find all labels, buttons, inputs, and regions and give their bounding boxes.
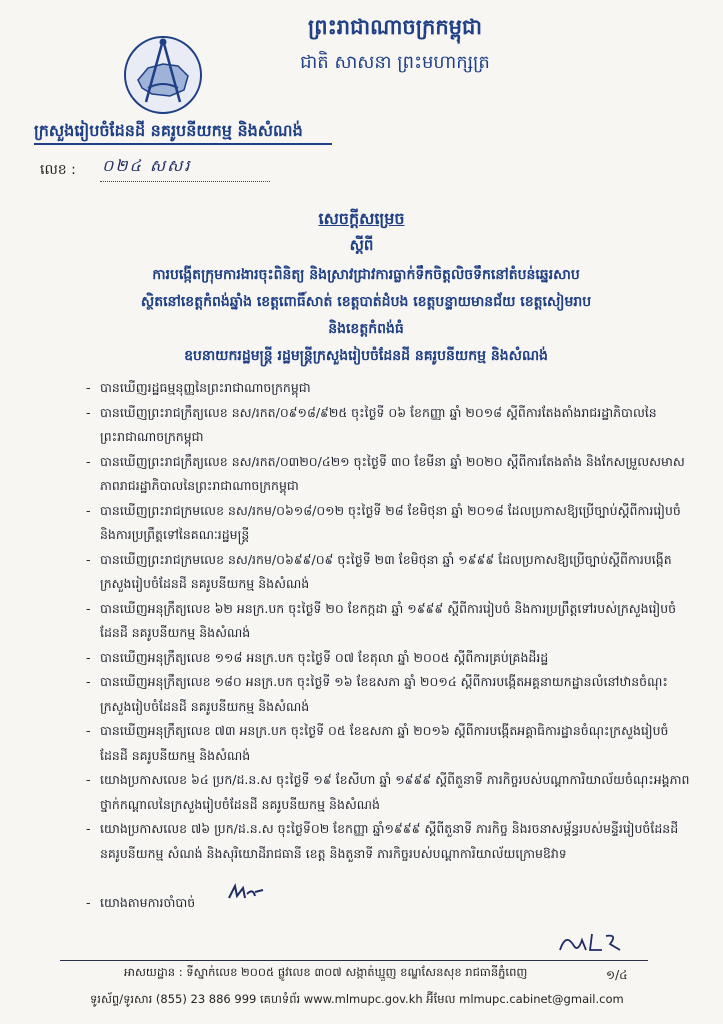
footer-address: អាសយដ្ឋាន : ទីស្នាក់លេខ ២០០៥ ផ្លូវលេខ ៣០៧ សង្កាត់ឃ្មួញ ខណ្ឌសែនសុខ រាជធានីភ្នំពេញ (124, 965, 528, 979)
kingdom-heading: ព្រះរាជាណាចក្រកម្ពុជា (307, 14, 482, 39)
footer-contact: ទូរស័ព្ទ/ទូរសារ (855) 23 886 999 គេហទំព័រ www.mlmupc.gov.kh អ៊ីមែល mlmupc.cabinet@gmail.com (90, 992, 624, 1006)
decision-title: សេចក្តីសម្រេច (318, 209, 405, 228)
list-item: - យោងប្រកាសលេខ ៧៦ ប្រក/ដ.ន.ស ចុះថ្ងៃទី០២ ខែកញ្ញា ឆ្នាំ១៩៩៩ ស្តីពីតួនាទី ភារកិច្ច និងរចនាសម្ព័ន្ធរបស់មន្ទីររៀបចំដែនដី នគរូបនីយកម្ម សំណង់ និងសុរិយោដីរាជធានី ខេត្ត និងតួនាទី ភារកិច្ចរបស់បណ្តាការិយាល័យក្រោមឱវាទ (86, 817, 696, 891)
signatory-title: ឧបនាយករដ្ឋមន្ត្រី រដ្ឋមន្ត្រីក្រសួងរៀបចំដែនដី នគរូបនីយកម្ម និងសំណង់ (184, 348, 548, 364)
regarding-label: ស្តីពី (349, 236, 374, 254)
handwritten-signature (556, 928, 626, 956)
ministry-emblem-icon (118, 30, 208, 120)
list-item: - បានឃើញព្រះរាជក្រឹត្យលេខ នស/រកត/០៣២០/៤២១ ចុះថ្ងៃទី ៣០ ខែមីនា ឆ្នាំ ២០២០ ស្តីពីការតែងតាំង និងកែសម្រួលសមាសភាពរាជរដ្ឋាភិបាលនៃព្រះរាជាណាចក្រកម្ពុជា (86, 450, 696, 499)
list-item: - បានឃើញអនុក្រឹត្យលេខ ៧៣ អនក្រ.បក ចុះថ្ងៃទី ០៥ ខែឧសភា ឆ្នាំ ២០១៦ ស្តីពីការបង្កើតអគ្គាធិការដ្ឋានចំណុះក្រសួងរៀបចំដែនដី នគរូបនីយកម្ម និងសំណង់ (86, 719, 696, 768)
list-item: - យោងប្រកាសលេខ ៦៤ ប្រក/ដ.ន.ស ចុះថ្ងៃទី ១៩ ខែសីហា ឆ្នាំ ១៩៩៩ ស្តីពីតួនាទី ភារកិច្ចរបស់បណ្តាការិយាល័យចំណុះអង្គភាពថ្នាក់កណ្តាលនៃក្រសួងរៀបចំដែនដី នគរូបនីយកម្ម និងសំណង់ (86, 768, 696, 817)
page-number: ១/៤ (606, 968, 628, 982)
ministry-name: ក្រសួងរៀបចំដែនដី នគរូបនីយកម្ម និងសំណង់ (34, 121, 303, 140)
subject-line-1: ការបង្កើតក្រុមការងារចុះពិនិត្យ និងស្រាវជ្រាវការធ្លាក់ទឹកចិត្តលិចទឹកនៅតំបន់ឆ្នេរសាប (152, 267, 580, 283)
list-item: - បានឃើញព្រះរាជក្រមលេខ នស/រកម/០៦៩៩/០៩ ចុះថ្ងៃទី ២៣ ខែមិថុនា ឆ្នាំ ១៩៩៩ ដែលប្រកាសឱ្យប្រើច្បាប់ស្តីពីការបង្កើតក្រសួងរៀបចំដែនដី នគរូបនីយកម្ម និងសំណង់ (86, 548, 696, 597)
list-item: - បានឃើញអនុក្រឹត្យលេខ ១៨០ អនក្រ.បក ចុះថ្ងៃទី ១៦ ខែឧសភា ឆ្នាំ ២០១៤ ស្តីពីការបង្កើតអគ្គនាយកដ្ឋានលំនៅឋានចំណុះក្រសួងរៀបចំដែនដី នគរូបនីយកម្ម និងសំណង់ (86, 670, 696, 719)
decision-subject (56, 262, 676, 343)
list-item: - បានឃើញរដ្ឋធម្មនុញ្ញនៃព្រះរាជាណាចក្រកម្ពុជា (86, 376, 696, 401)
list-item: - បានឃើញព្រះរាជក្រឹត្យលេខ នស/រកត/០៩១៨/៩២៥ ចុះថ្ងៃទី ០៦ ខែកញ្ញា ឆ្នាំ ២០១៨ ស្តីពីការតែងតាំងរាជរដ្ឋាភិបាលនៃព្រះរាជាណាចក្រកម្ពុជា (86, 401, 696, 450)
subject-line-3: និងខេត្តកំពង់ធំ (328, 321, 404, 337)
footer-divider (60, 960, 648, 961)
subject-line-2: ស្ថិតនៅខេត្តកំពង់ឆ្នាំង ខេត្តពោធិ៍សាត់ ខេត្តបាត់ដំបង ខេត្តបន្ទាយមានជ័យ ខេត្តសៀមរាប (140, 294, 592, 310)
list-item: - បានឃើញអនុក្រឹត្យលេខ ៦២ អនក្រ.បក ចុះថ្ងៃទី ២០ ខែកក្កដា ឆ្នាំ ១៩៩៩ ស្តីពីការរៀបចំ និងការប្រព្រឹត្តទៅរបស់ក្រសួងរៀបចំដែនដី នគរូបនីយកម្ម និងសំណង់ (86, 597, 696, 646)
handwritten-initials (225, 882, 265, 904)
reference-label: លេខ : (40, 162, 76, 178)
national-motto: ជាតិ សាសនា ព្រះមហាក្សត្រ (300, 52, 490, 73)
ministry-underline (34, 143, 332, 145)
list-item: - យោងតាមការចាំបាច់ (86, 891, 696, 916)
preamble-list (86, 376, 696, 915)
list-item: - បានឃើញព្រះរាជក្រមលេខ នស/រកម/០៦១៨/០១២ ចុះថ្ងៃទី ២៨ ខែមិថុនា ឆ្នាំ ២០១៨ ដែលប្រកាសឱ្យប្រើច្បាប់ស្តីពីការរៀបចំ និងការប្រព្រឹត្តទៅនៃគណៈរដ្ឋមន្ត្រី (86, 499, 696, 548)
list-item: - បានឃើញអនុក្រឹត្យលេខ ១១៨ អនក្រ.បក ចុះថ្ងៃទី ០៧ ខែតុលា ឆ្នាំ ២០០៥ ស្តីពីការគ្រប់គ្រងដីរដ្ឋ (86, 646, 696, 671)
reference-number: ០២៤ សសរ (100, 155, 270, 182)
